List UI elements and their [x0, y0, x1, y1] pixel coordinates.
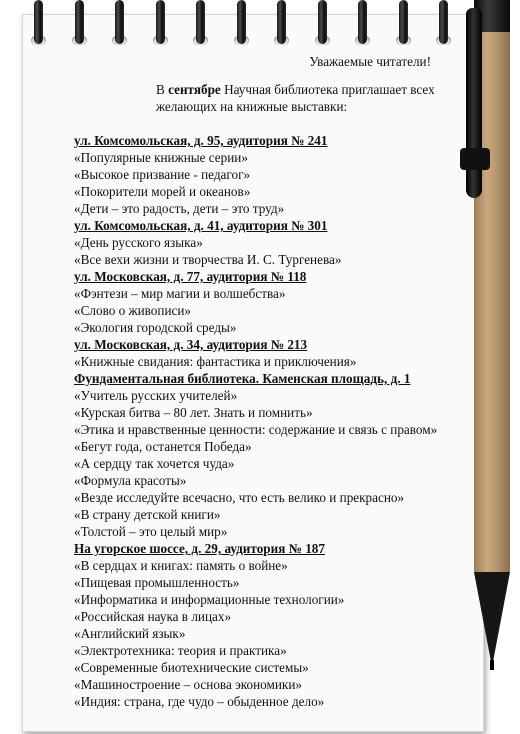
- pen-point: [490, 660, 494, 670]
- exhibition-title: «Английский язык»: [74, 626, 186, 641]
- greeting: Уважаемые читатели!: [309, 54, 431, 69]
- exhibition-title: «Современные биотехнические системы»: [74, 660, 309, 675]
- exhibition-title: «Учитель русских учителей»: [74, 388, 238, 403]
- exhibition-title: «Покорители морей и океанов»: [74, 184, 251, 199]
- exhibition-title: «Машиностроение – основа экономики»: [74, 677, 302, 692]
- exhibition-title: «Курская битва – 80 лет. Знать и помнить»: [74, 405, 313, 420]
- exhibition-title: «День русского языка»: [74, 235, 203, 250]
- spiral-ring: [75, 0, 84, 44]
- location-heading: Фундаментальная библиотека. Каменская площадь, д. 1: [74, 371, 411, 386]
- exhibition-title: «Информатика и информационные технологии»: [74, 592, 345, 607]
- exhibition-title: «Формула красоты»: [74, 473, 187, 488]
- exhibition-title: «Российская наука в лицах»: [74, 609, 232, 624]
- exhibition-title: «Этика и нравственные ценности: содержание и связь с правом»: [74, 422, 438, 437]
- location-heading: ул. Московская, д. 77, аудитория № 118: [74, 269, 307, 284]
- spiral-ring: [399, 0, 408, 44]
- exhibition-list: [74, 132, 469, 710]
- exhibition-title: «Слово о живописи»: [74, 303, 192, 318]
- exhibition-title: «А сердцу так хочется чуда»: [74, 456, 235, 471]
- spiral-ring: [318, 0, 327, 44]
- spiral-ring: [358, 0, 367, 44]
- exhibition-title: «Популярные книжные серии»: [74, 150, 248, 165]
- exhibition-title: «В сердцах и книгах: память о войне»: [74, 558, 288, 573]
- spiral-ring: [115, 0, 124, 44]
- exhibition-title: «Экология городской среды»: [74, 320, 237, 335]
- spiral-ring: [156, 0, 165, 44]
- exhibition-title: «Пищевая промышленность»: [74, 575, 240, 590]
- exhibition-title: «В страну детской книги»: [74, 507, 221, 522]
- exhibition-title: «Толстой – это целый мир»: [74, 524, 228, 539]
- pen-tip: [474, 572, 510, 667]
- spiral-ring: [277, 0, 286, 44]
- exhibition-title: «Фэнтези – мир магии и волшебства»: [74, 286, 286, 301]
- location-heading: ул. Комсомольская, д. 95, аудитория № 241: [74, 133, 328, 148]
- intro-month: сентябре: [168, 82, 221, 97]
- exhibition-title: «Везде исследуйте всечасно, что есть велико и прекрасно»: [74, 490, 405, 505]
- spiral-ring: [237, 0, 246, 44]
- exhibition-title: «Индия: страна, где чудо – обыденное дело»: [74, 694, 325, 709]
- spiral-ring: [34, 0, 43, 44]
- location-heading: ул. Комсомольская, д. 41, аудитория № 301: [74, 218, 328, 233]
- spiral-ring: [439, 0, 448, 44]
- exhibition-title: «Книжные свидания: фантастика и приключения»: [74, 354, 357, 369]
- intro-rest: Научная библиотека приглашает всех желающих на книжные выставки:: [156, 82, 435, 114]
- exhibition-title: «Высокое призвание - педагог»: [74, 167, 251, 182]
- exhibition-title: «Дети – это радость, дети – это труд»: [74, 201, 285, 216]
- location-heading: На угорское шоссе, д. 29, аудитория № 187: [74, 541, 325, 556]
- intro-prefix: В: [156, 82, 169, 97]
- spiral-binding: [30, 0, 470, 48]
- exhibition-title: «Все вехи жизни и творчества И. С. Тургенева»: [74, 252, 342, 267]
- exhibition-title: «Электротехника: теория и практика»: [74, 643, 287, 658]
- exhibition-title: «Бегут года, останется Победа»: [74, 439, 252, 454]
- intro-text: [156, 81, 469, 115]
- pen-icon: [460, 0, 520, 734]
- spiral-ring: [196, 0, 205, 44]
- announcement: [74, 53, 469, 710]
- location-heading: ул. Московская, д. 34, аудитория № 213: [74, 337, 308, 352]
